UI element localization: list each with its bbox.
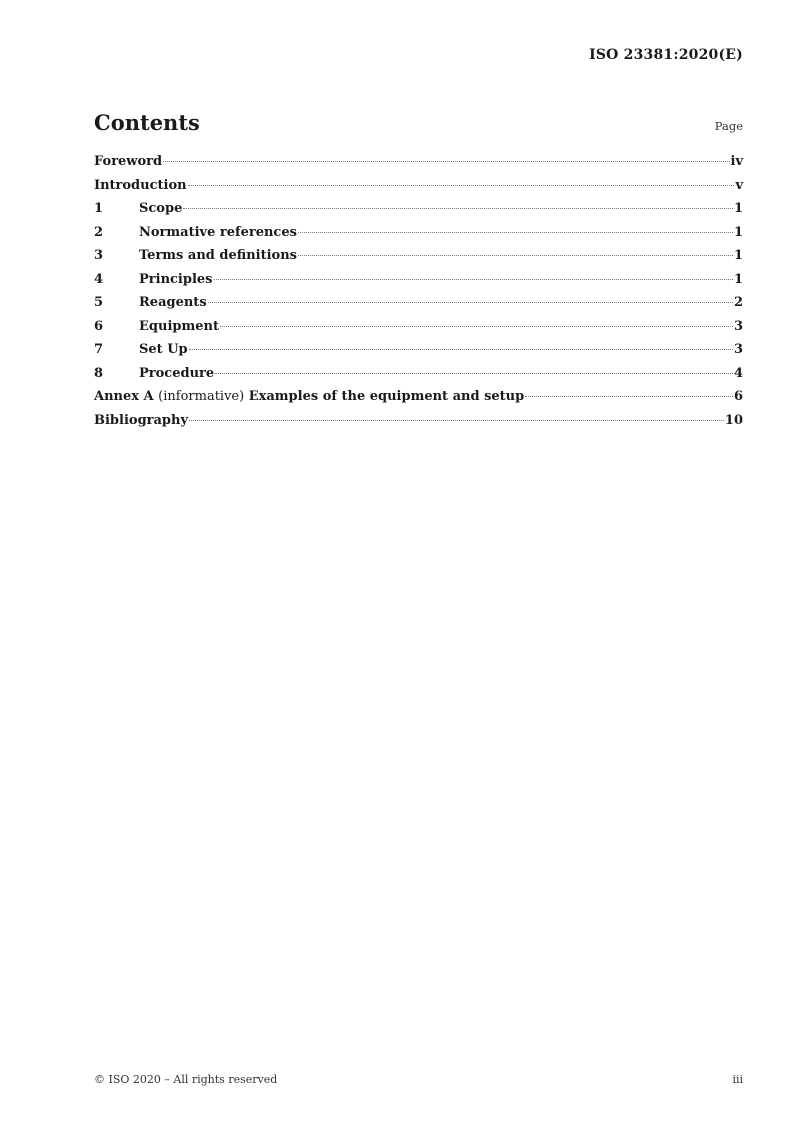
toc-entry-number: 7: [94, 342, 104, 357]
toc-entry-number: 8: [94, 365, 104, 381]
toc-entry-page: 1: [733, 271, 743, 287]
toc-entry-bibliography[interactable]: [94, 413, 743, 437]
toc-entry-title: Procedure: [139, 365, 215, 381]
toc-entry-title: Foreword: [94, 154, 163, 169]
annex-title: Examples of the equipment and setup: [248, 389, 525, 404]
toc-entry-introduction[interactable]: [94, 178, 743, 202]
toc-entry-number: 1: [94, 201, 104, 216]
copyright-notice: © ISO 2020 – All rights reserved: [94, 1073, 278, 1086]
toc-entry-foreword[interactable]: [94, 154, 743, 178]
dot-leader: [525, 396, 733, 397]
toc-entry-number: 3: [94, 248, 104, 263]
page-footer: [94, 1073, 743, 1086]
toc-entry-number: 5: [94, 295, 104, 310]
toc-entry-page: 2: [733, 295, 743, 310]
toc-entry-title: [94, 389, 524, 404]
toc-entry-page: 1: [733, 224, 743, 240]
annex-prefix: Annex A: [94, 389, 154, 404]
toc-entry-title: Introduction: [94, 177, 187, 193]
contents-title: Contents: [94, 110, 200, 135]
dot-leader: [298, 255, 733, 256]
toc-entry-page: iv: [730, 154, 743, 169]
dot-leader: [163, 161, 729, 162]
toc-entry-scope[interactable]: [94, 201, 743, 225]
toc-entry-page: 3: [733, 342, 743, 357]
toc-entry-title: Terms and definitions: [139, 248, 297, 263]
toc-entry-page: 1: [733, 248, 743, 263]
dot-leader: [214, 279, 733, 280]
dot-leader: [298, 232, 733, 233]
toc-entry-title: Reagents: [139, 295, 207, 310]
page-column-label: Page: [714, 119, 743, 133]
dot-leader: [188, 185, 735, 186]
dot-leader: [189, 420, 724, 421]
toc-entry-page: 6: [733, 389, 743, 404]
contents-header: [94, 110, 743, 135]
document-id: ISO 23381:2020(E): [589, 47, 743, 63]
toc-entry-page: 4: [733, 365, 743, 381]
toc-entry-equipment[interactable]: [94, 319, 743, 343]
toc-entry-title: Set Up: [139, 342, 188, 357]
page-number: iii: [732, 1073, 743, 1086]
dot-leader: [220, 326, 733, 327]
toc-entry-reagents[interactable]: [94, 295, 743, 319]
dot-leader: [215, 373, 733, 374]
dot-leader: [183, 208, 733, 209]
toc-entry-set-up[interactable]: [94, 342, 743, 366]
dot-leader: [189, 349, 733, 350]
toc-entry-title: Principles: [139, 271, 213, 287]
table-of-contents: [94, 154, 743, 436]
toc-entry-page: 3: [733, 318, 743, 334]
toc-entry-principles[interactable]: [94, 272, 743, 296]
toc-entry-number: 2: [94, 224, 104, 240]
toc-entry-page: 1: [733, 201, 743, 216]
toc-entry-number: 6: [94, 318, 104, 334]
toc-entry-title: Bibliography: [94, 412, 189, 428]
dot-leader: [208, 302, 733, 303]
annex-annotation: (informative): [158, 389, 245, 404]
toc-entry-terms-and-definitions[interactable]: [94, 248, 743, 272]
toc-entry-normative-references[interactable]: [94, 225, 743, 249]
toc-entry-number: 4: [94, 271, 104, 287]
toc-entry-title: Scope: [139, 201, 183, 216]
toc-entry-page: 10: [724, 412, 743, 428]
toc-entry-page: v: [735, 177, 743, 193]
toc-entry-title: Equipment: [139, 318, 219, 334]
toc-entry-annex-a[interactable]: [94, 389, 743, 413]
toc-entry-title: Normative references: [139, 224, 297, 240]
toc-entry-procedure[interactable]: [94, 366, 743, 390]
